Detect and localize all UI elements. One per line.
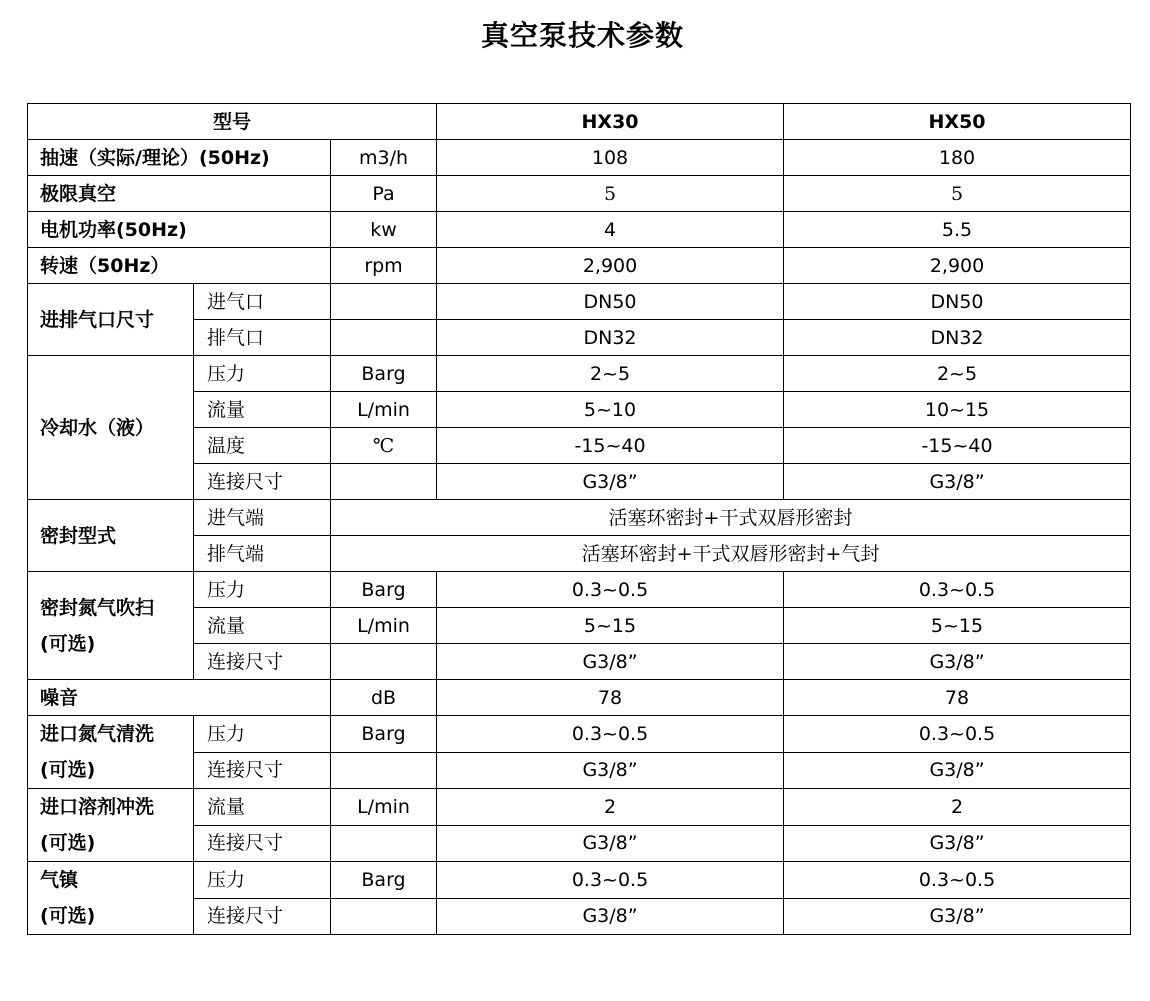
sub-label: 压力	[194, 716, 331, 753]
group-label	[28, 789, 194, 862]
sub-label: 温度	[194, 428, 331, 464]
group-label	[28, 572, 194, 680]
unit-cell: Barg	[331, 572, 437, 608]
hx30-value: 2,900	[437, 248, 784, 284]
table-row	[28, 176, 1131, 212]
table-row	[28, 248, 1131, 284]
unit-cell: Barg	[331, 716, 437, 753]
table-row	[28, 428, 1131, 464]
seal-value: 活塞环密封+干式双唇形密封	[331, 500, 1131, 536]
unit-cell: L/min	[331, 789, 437, 826]
hx50-value: 2	[784, 789, 1131, 826]
table-row	[28, 212, 1131, 248]
hx30-value: G3/8”	[437, 752, 784, 789]
model-label: 型号	[28, 104, 437, 140]
table-row	[28, 608, 1131, 644]
hx50-value: 2~5	[784, 356, 1131, 392]
table-row	[28, 898, 1131, 935]
hx30-value: DN32	[437, 320, 784, 356]
group-label: 进排气口尺寸	[28, 284, 194, 356]
hx30-value: 2	[437, 789, 784, 826]
table-row	[28, 644, 1131, 680]
table-row	[28, 752, 1131, 789]
unit-cell: rpm	[331, 248, 437, 284]
group-label-line: 进口氮气清洗	[40, 723, 155, 745]
sub-label: 流量	[194, 392, 331, 428]
sub-label: 连接尺寸	[194, 464, 331, 500]
unit-cell: ℃	[331, 428, 437, 464]
unit-cell	[331, 464, 437, 500]
group-label-line: (可选)	[40, 759, 96, 781]
group-label-line: 气镇	[40, 869, 79, 891]
unit-cell	[331, 825, 437, 862]
hx50-value: 0.3~0.5	[784, 862, 1131, 899]
group-label	[28, 716, 194, 789]
table-row	[28, 500, 1131, 536]
unit-cell: Barg	[331, 356, 437, 392]
hx30-value: G3/8”	[437, 825, 784, 862]
unit-cell	[331, 284, 437, 320]
hx30-value: G3/8”	[437, 644, 784, 680]
table-row	[28, 320, 1131, 356]
unit-cell: L/min	[331, 608, 437, 644]
group-label-line: 密封氮气吹扫	[40, 596, 155, 619]
sub-label: 排气口	[194, 320, 331, 356]
sub-label: 连接尺寸	[194, 752, 331, 789]
hx30-value: 2~5	[437, 356, 784, 392]
sub-label: 连接尺寸	[194, 644, 331, 680]
hx50-value: 2,900	[784, 248, 1131, 284]
table-row	[28, 680, 1131, 716]
hx30-value: 0.3~0.5	[437, 862, 784, 899]
sub-label: 连接尺寸	[194, 825, 331, 862]
hx30-value: 5~10	[437, 392, 784, 428]
unit-cell	[331, 320, 437, 356]
hx30-value: 5	[437, 176, 784, 212]
table-row	[28, 572, 1131, 608]
group-label	[28, 862, 194, 935]
hx50-value: 0.3~0.5	[784, 716, 1131, 753]
table-row	[28, 716, 1131, 753]
sub-label: 压力	[194, 572, 331, 608]
hx30-value: G3/8”	[437, 898, 784, 935]
hx50-value: G3/8”	[784, 464, 1131, 500]
table-row	[28, 789, 1131, 826]
sub-label: 排气端	[194, 536, 331, 572]
hx30-value: G3/8”	[437, 464, 784, 500]
hx30-value: 108	[437, 140, 784, 176]
hx50-value: 5	[784, 176, 1131, 212]
unit-cell: Pa	[331, 176, 437, 212]
param-label: 噪音	[28, 680, 331, 716]
sub-label: 进气端	[194, 500, 331, 536]
page-title: 真空泵技术参数	[480, 19, 684, 52]
sub-label: 压力	[194, 356, 331, 392]
unit-cell	[331, 752, 437, 789]
model-hx50: HX50	[784, 104, 1131, 140]
param-label: 电机功率(50Hz)	[28, 212, 331, 248]
hx50-value: G3/8”	[784, 825, 1131, 862]
sub-label: 进气口	[194, 284, 331, 320]
sub-label: 连接尺寸	[194, 898, 331, 935]
param-label: 转速（50Hz）	[28, 248, 331, 284]
hx30-value: 0.3~0.5	[437, 716, 784, 753]
table-row	[28, 140, 1131, 176]
table-row	[28, 825, 1131, 862]
hx50-value: 180	[784, 140, 1131, 176]
group-label: 冷却水（液）	[28, 356, 194, 500]
group-label-line: (可选)	[40, 905, 96, 927]
seal-value: 活塞环密封+干式双唇形密封+气封	[331, 536, 1131, 572]
hx50-value: 5.5	[784, 212, 1131, 248]
hx50-value: DN50	[784, 284, 1131, 320]
hx30-value: 4	[437, 212, 784, 248]
sub-label: 流量	[194, 789, 331, 826]
hx30-value: 78	[437, 680, 784, 716]
unit-cell	[331, 644, 437, 680]
group-label: 密封型式	[28, 500, 194, 572]
spec-table	[27, 103, 1131, 935]
table-row	[28, 284, 1131, 320]
hx30-value: DN50	[437, 284, 784, 320]
unit-cell: m3/h	[331, 140, 437, 176]
table-row	[28, 356, 1131, 392]
unit-cell: dB	[331, 680, 437, 716]
table-row	[28, 464, 1131, 500]
hx50-value: G3/8”	[784, 898, 1131, 935]
hx50-value: 78	[784, 680, 1131, 716]
table-row	[28, 862, 1131, 899]
sub-label: 流量	[194, 608, 331, 644]
hx30-value: 0.3~0.5	[437, 572, 784, 608]
unit-cell: kw	[331, 212, 437, 248]
table-row	[28, 536, 1131, 572]
sub-label: 压力	[194, 862, 331, 899]
hx50-value: G3/8”	[784, 752, 1131, 789]
group-label-line: (可选)	[40, 632, 96, 655]
param-label: 极限真空	[28, 176, 331, 212]
hx50-value: 5~15	[784, 608, 1131, 644]
table-row	[28, 392, 1131, 428]
model-hx30: HX30	[437, 104, 784, 140]
unit-cell: L/min	[331, 392, 437, 428]
hx30-value: 5~15	[437, 608, 784, 644]
hx50-value: DN32	[784, 320, 1131, 356]
hx50-value: 10~15	[784, 392, 1131, 428]
hx50-value: 0.3~0.5	[784, 572, 1131, 608]
unit-cell: Barg	[331, 862, 437, 899]
group-label-line: 进口溶剂冲洗	[40, 796, 155, 818]
table-header-row	[28, 104, 1131, 140]
hx50-value: G3/8”	[784, 644, 1131, 680]
param-label: 抽速（实际/理论）(50Hz)	[28, 140, 331, 176]
group-label-line: (可选)	[40, 832, 96, 854]
hx30-value: -15~40	[437, 428, 784, 464]
unit-cell	[331, 898, 437, 935]
hx50-value: -15~40	[784, 428, 1131, 464]
